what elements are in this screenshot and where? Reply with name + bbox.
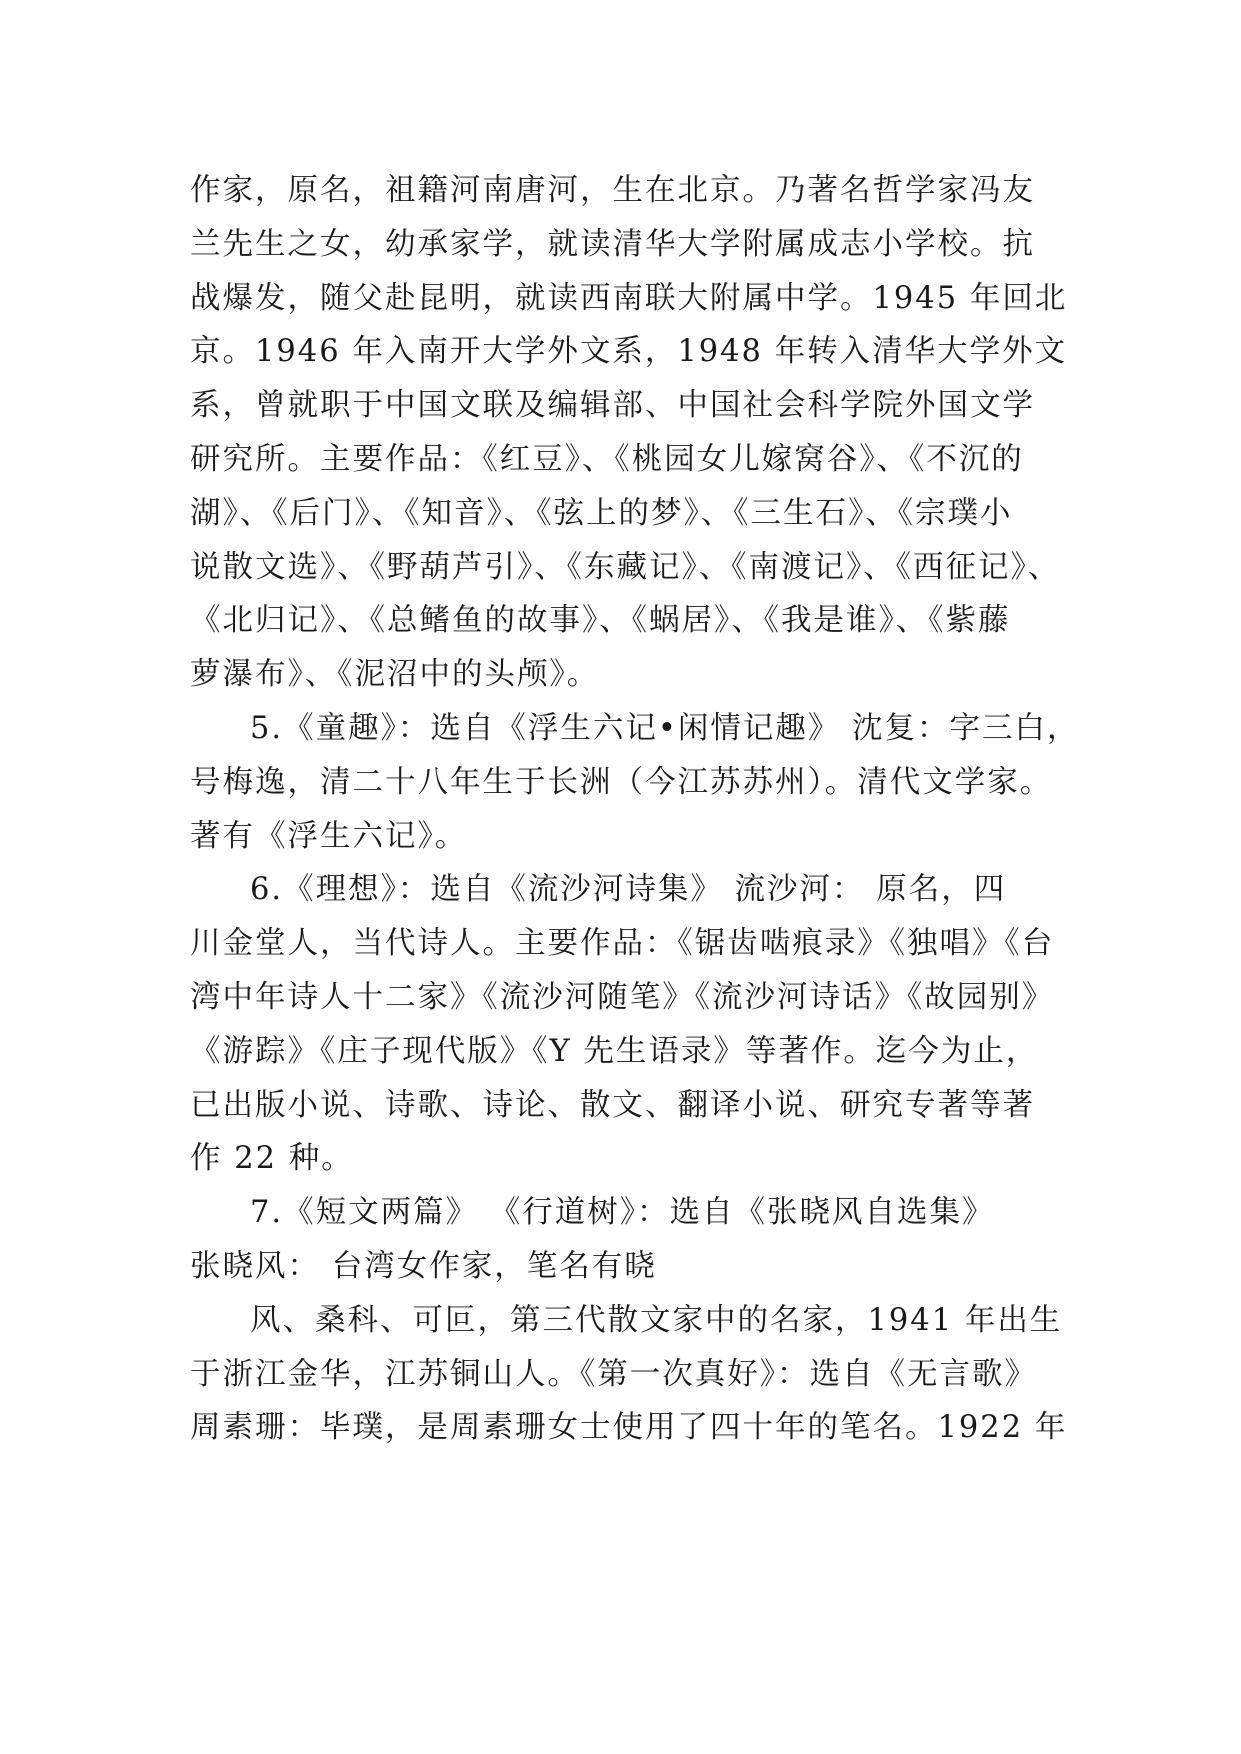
text-line: 《游踪》《庄子现代版》《Y 先生语录》等著作。迄今为止， [190,1033,1039,1069]
body-text [190,164,1090,1455]
text-line: 号梅逸，清二十八年生于长洲（今江苏苏州）。清代文学家。 [190,764,1053,800]
text-line: 研究所。主要作品：《红豆》、《桃园女儿嫁窝谷》、《不沉的 [190,441,1024,477]
text-line: 于浙江金华，江苏铜山人。《第一次真好》：选自《无言歌》 [190,1356,1037,1392]
text-line: 《北归记》、《总鳍鱼的故事》、《蜗居》、《我是谁》、《紫藤 [190,603,1011,639]
text-line-indented: 6.《理想》：选自《流沙河诗集》 流沙河： 原名，四 [250,872,1007,908]
text-line-indented: 7.《短文两篇》 《行道树》：选自《张晓风自选集》 [250,1195,995,1231]
text-line: 张晓风： 台湾女作家，笔名有晓 [190,1248,657,1284]
text-line: 战爆发，随父赴昆明，就读西南联大附属中学。1945 年回北 [190,280,1068,316]
text-line: 湖》、《后门》、《知音》、《弦上的梦》、《三生石》、《宗璞小 [190,495,1013,531]
text-line: 周素珊：毕璞，是周素珊女士使用了四十年的笔名。1922 年 [190,1410,1068,1446]
text-line: 川金堂人，当代诗人。主要作品：《锯齿啮痕录》《独唱》《台 [190,926,1055,962]
text-line: 作家，原名，祖籍河南唐河，生在北京。乃著名哲学家冯友 [190,173,1035,208]
text-line-indented: 5.《童趣》：选自《浮生六记•闲情记趣》 沈复：字三白， [250,710,1080,746]
text-line-indented: 风、桑科、可叵，第三代散文家中的名家，1941 年出生 [250,1302,1063,1338]
text-line: 已出版小说、诗歌、诗论、散文、翻译小说、研究专著等著 [190,1087,1035,1123]
text-line: 湾中年诗人十二家》《流沙河随笔》《流沙河诗话》《故园别》 [190,979,1055,1015]
text-line: 系，曾就职于中国文联及编辑部、中国社会科学院外国文学 [190,388,1035,424]
text-line: 作 22 种。 [190,1141,354,1177]
text-line: 兰先生之女，幼承家学，就读清华大学附属成志小学校。抗 [190,226,1035,262]
text-line: 著有《浮生六记》。 [190,818,468,854]
text-line: 说散文选》、《野葫芦引》、《东藏记》、《南渡记》、《西征记》、 [190,549,1061,585]
text-line: 萝瀑布》、《泥沼中的头颅》。 [190,657,600,693]
text-line: 京。1946 年入南开大学外文系，1948 年转入清华大学外文 [190,334,1068,370]
